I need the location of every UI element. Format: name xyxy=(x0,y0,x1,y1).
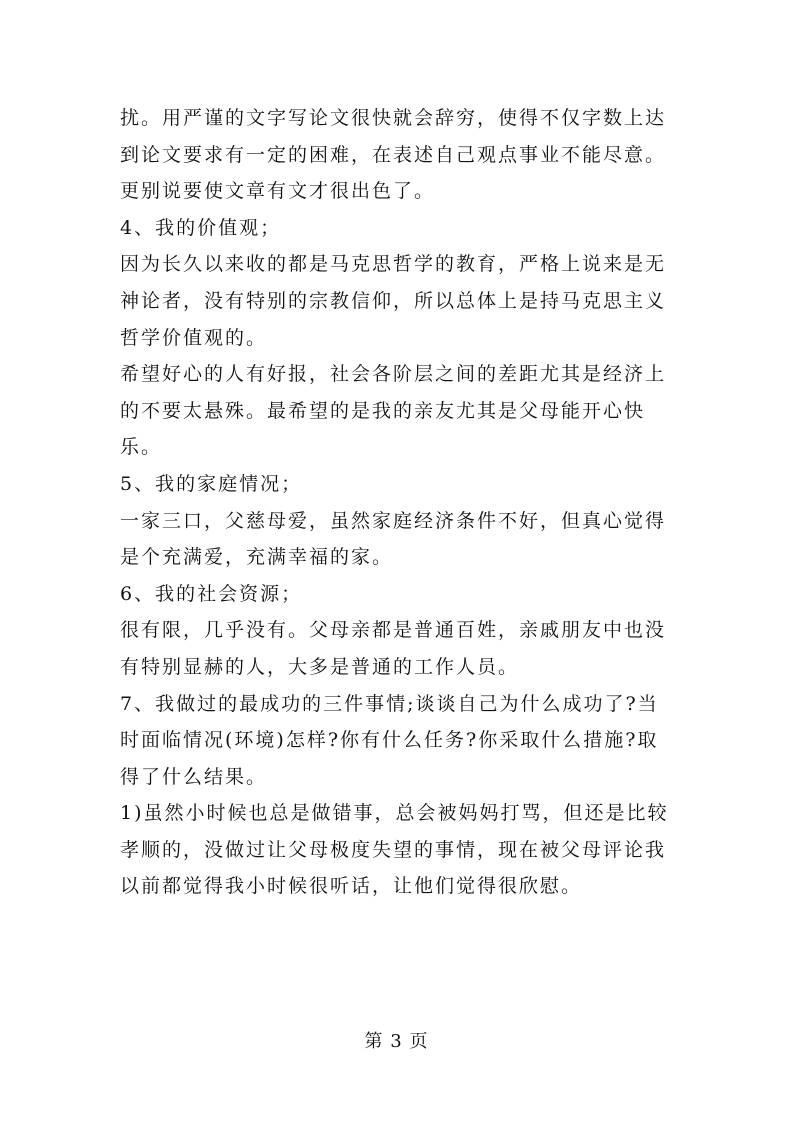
text-line: 扰。用严谨的文字写论文很快就会辞穷，使得不仅字数上达 xyxy=(120,107,667,129)
text-line: 得了什么结果。 xyxy=(120,765,268,788)
text-line: 有特别显赫的人，大多是普通的工作人员。 xyxy=(120,655,520,678)
text-line: 是个充满爱，充满幸福的家。 xyxy=(120,546,394,569)
text-line: 以前都觉得我小时候很听话，让他们觉得很欣慰。 xyxy=(120,875,583,898)
body-text xyxy=(120,100,676,905)
text-line: 很有限，几乎没有。父母亲都是普通百姓，亲戚朋友中也没 xyxy=(120,619,667,642)
text-line: 因为长久以来收的都是马克思哲学的教育，严格上说来是无 xyxy=(120,253,667,276)
text-line: 时面临情况(环境)怎样?你有什么任务?你采取什么措施?取 xyxy=(120,729,659,752)
text-line: 到论文要求有一定的困难，在表述自己观点事业不能尽意。 xyxy=(120,143,667,166)
text-line: 更别说要使文章有文才很出色了。 xyxy=(120,180,436,203)
text-line: 孝顺的，没做过让父母极度失望的事情，现在被父母评论我 xyxy=(120,838,667,861)
section-heading: 4、我的价值观； xyxy=(120,216,282,239)
section-heading: 6、我的社会资源； xyxy=(120,582,303,605)
text-line: 一家三口，父慈母爱，虽然家庭经济条件不好，但真心觉得 xyxy=(120,509,667,532)
section-heading: 7、我做过的最成功的三件事情;谈谈自己为什么成功了?当 xyxy=(120,692,659,715)
text-line: 哲学价值观的。 xyxy=(120,326,268,349)
section-heading: 5、我的家庭情况； xyxy=(120,472,303,495)
page-number: 第 3 页 xyxy=(364,1031,429,1052)
text-line: 希望好心的人有好报，社会各阶层之间的差距尤其是经济上 xyxy=(120,363,667,386)
text-line: 的不要太悬殊。最希望的是我的亲友尤其是父母能开心快 xyxy=(120,399,646,422)
text-line: 神论者，没有特别的宗教信仰，所以总体上是持马克思主义 xyxy=(120,289,667,312)
text-line: 乐。 xyxy=(120,436,163,459)
text-line: 1)虽然小时候也总是做错事，总会被妈妈打骂，但还是比较 xyxy=(120,802,669,825)
